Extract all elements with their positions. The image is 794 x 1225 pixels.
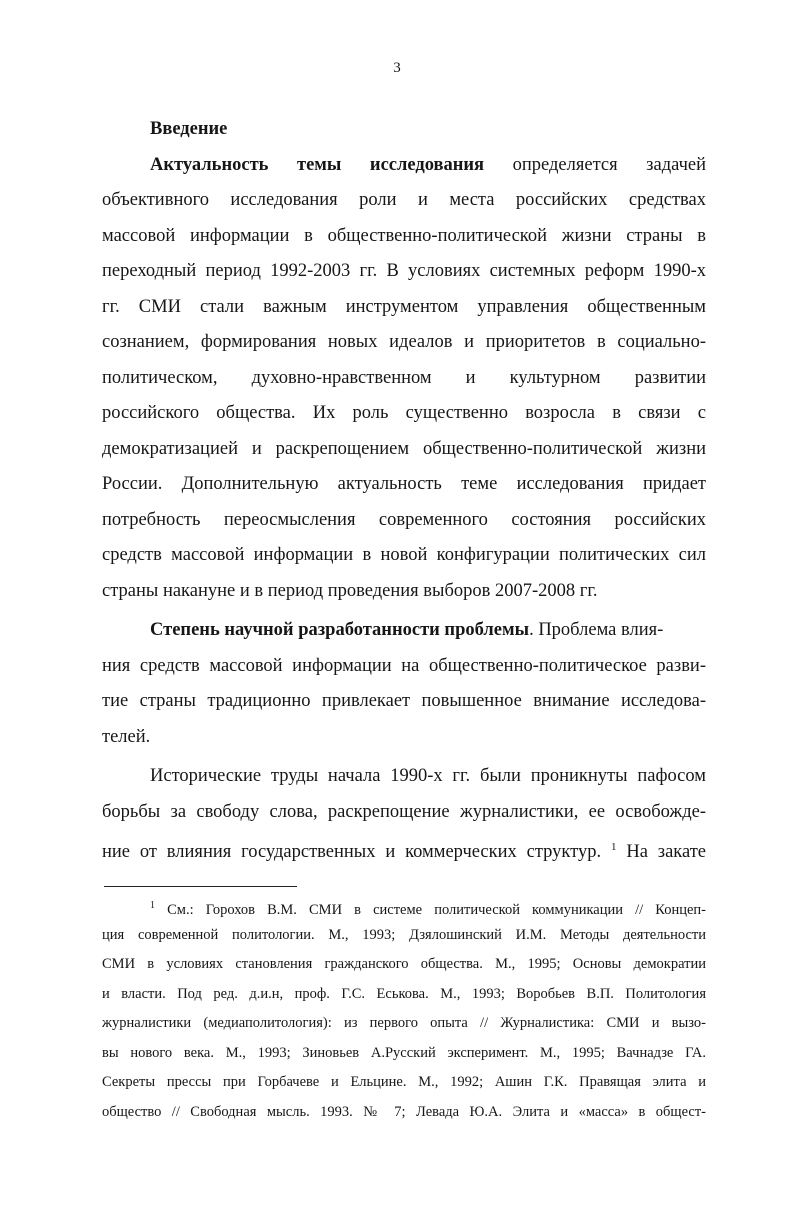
- text-line: переходный период 1992-2003 гг. В условиях системных реформ 1990-х: [102, 261, 706, 281]
- footnote-line: журналистики (медиаполитология): из первого опыта // Журналистика: СМИ и вызо-: [102, 1015, 706, 1031]
- text-line: потребность переосмысления современного состояния российских: [102, 509, 706, 530]
- text-line: политическом, духовно-нравственном и культурном развитии: [102, 367, 706, 388]
- text-line: объективного исследования роли и места российских средствах: [102, 190, 706, 210]
- footnote-ref[interactable]: 1: [610, 841, 617, 853]
- footnote: [102, 891, 706, 1127]
- page-number: 3: [393, 60, 401, 76]
- text-line: страны накануне и в период проведения выборов 2007-2008 гг.: [102, 580, 598, 601]
- main-text: [102, 112, 706, 866]
- footnote-line: и власти. Под ред. д.и.н, проф. Г.С. Еськова. М., 1993; Воробьев В.П. Политология: [102, 985, 706, 1002]
- paragraph-relevance: [102, 148, 706, 610]
- text-line: демократизацией и раскрепощением общественно-политической жизни: [102, 438, 706, 459]
- footnote-marker: 1: [150, 900, 155, 911]
- text-line: России. Дополнительную актуальность теме исследования придает: [102, 474, 706, 494]
- text-line: Степень научной разработанности проблемы. Проблема влия-: [150, 620, 664, 640]
- section-heading: Введение: [150, 119, 228, 139]
- text-line: Исторические труды начала 1990-х гг. были проникнуты пафосом: [150, 766, 706, 786]
- text-line: тие страны традиционно привлекает повышенное внимание исследова-: [102, 691, 706, 711]
- text-line: сознанием, формирования новых идеалов и приоритетов в социально-: [102, 332, 706, 352]
- footnote-line: СМИ в условиях становления гражданского общества. М., 1995; Основы демократии: [102, 956, 706, 972]
- footnote-line: общество // Свободная мысль. 1993. № 7; Левада Ю.А. Элита и «масса» в общест-: [102, 1103, 706, 1120]
- footnote-line: ция современной политологии. М., 1993; Дзялошинский И.М. Методы деятельности: [102, 926, 706, 943]
- paragraph-historical-works: [102, 759, 706, 866]
- text-line: гг. СМИ стали важным инструментом управления общественным: [102, 296, 706, 317]
- footnote-line: вы нового века. М., 1993; Зиновьев А.Русский эксперимент. М., 1995; Вачнадзе ГА.: [102, 1044, 706, 1061]
- text-line: средств массовой информации в новой конфигурации политических сил: [102, 545, 706, 565]
- footnote-divider: [104, 886, 297, 887]
- text-line: телей.: [102, 726, 151, 747]
- text-line: борьбы за свободу слова, раскрепощение журналистики, ее освобожде-: [102, 801, 706, 822]
- footnote-line: $^1$ См.: Горохов В.М. СМИ в системе политической коммуникации // Концеп-: [150, 900, 706, 918]
- paragraph-research-degree: [102, 613, 706, 755]
- bold-lead: Актуальность темы исследования: [150, 154, 485, 175]
- footnote-line: Секреты прессы при Горбачеве и Ельцине. М., 1992; Ашин Г.К. Правящая элита и: [102, 1074, 706, 1090]
- text-line: российского общества. Их роль существенно возросла в связи с: [102, 403, 706, 423]
- text-line: ния средств массовой информации на общественно-политическое разви-: [102, 655, 706, 676]
- text-line: массовой информации в общественно-политической жизни страны в: [102, 225, 706, 246]
- bold-lead: Степень научной разработанности проблемы: [150, 620, 530, 640]
- text-line: ние от влияния государственных и коммерческих структур. $^1$ На закате: [102, 841, 707, 862]
- text-line: Актуальность темы исследования определяется задачей: [150, 154, 707, 175]
